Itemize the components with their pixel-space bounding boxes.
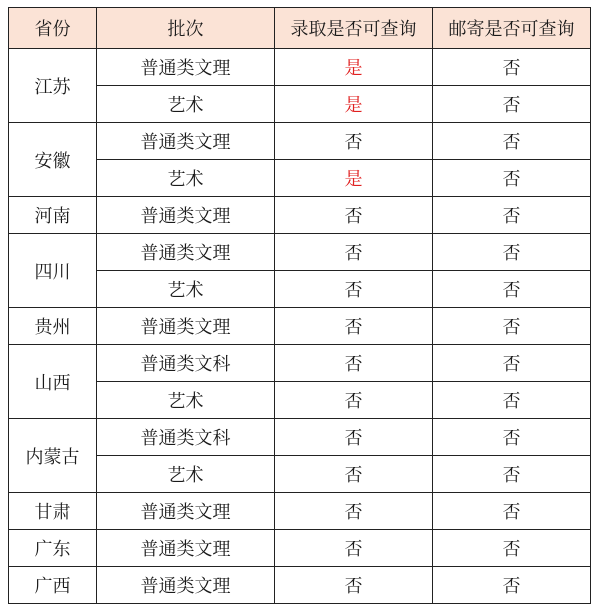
batch-cell: 普通类文理 xyxy=(97,234,275,271)
admission-query-table xyxy=(8,7,591,604)
table-row xyxy=(9,382,591,419)
admission-query-cell: 否 xyxy=(275,493,433,530)
batch-cell: 普通类文科 xyxy=(97,345,275,382)
table-container xyxy=(8,7,591,604)
admission-query-cell: 否 xyxy=(275,530,433,567)
province-cell: 山西 xyxy=(9,345,97,419)
mail-query-cell: 否 xyxy=(433,567,591,604)
admission-query-cell: 否 xyxy=(275,345,433,382)
batch-cell: 艺术 xyxy=(97,456,275,493)
header-batch: 批次 xyxy=(97,8,275,49)
admission-query-cell: 否 xyxy=(275,419,433,456)
header-mail-query: 邮寄是否可查询 xyxy=(433,8,591,49)
admission-query-cell: 否 xyxy=(275,234,433,271)
table-header-row xyxy=(9,8,591,49)
batch-cell: 普通类文理 xyxy=(97,308,275,345)
table-body xyxy=(9,49,591,604)
batch-cell: 艺术 xyxy=(97,160,275,197)
mail-query-cell: 否 xyxy=(433,308,591,345)
table-row xyxy=(9,567,591,604)
province-cell: 四川 xyxy=(9,234,97,308)
admission-query-cell: 否 xyxy=(275,197,433,234)
batch-cell: 艺术 xyxy=(97,382,275,419)
table-row xyxy=(9,123,591,160)
batch-cell: 普通类文理 xyxy=(97,493,275,530)
mail-query-cell: 否 xyxy=(433,271,591,308)
province-cell: 河南 xyxy=(9,197,97,234)
table-row xyxy=(9,234,591,271)
mail-query-cell: 否 xyxy=(433,123,591,160)
batch-cell: 艺术 xyxy=(97,271,275,308)
mail-query-cell: 否 xyxy=(433,160,591,197)
header-province: 省份 xyxy=(9,8,97,49)
mail-query-cell: 否 xyxy=(433,345,591,382)
batch-cell: 普通类文科 xyxy=(97,419,275,456)
batch-cell: 艺术 xyxy=(97,86,275,123)
province-cell: 贵州 xyxy=(9,308,97,345)
admission-query-cell: 否 xyxy=(275,567,433,604)
mail-query-cell: 否 xyxy=(433,493,591,530)
table-row xyxy=(9,530,591,567)
batch-cell: 普通类文理 xyxy=(97,567,275,604)
mail-query-cell: 否 xyxy=(433,234,591,271)
mail-query-cell: 否 xyxy=(433,86,591,123)
table-row xyxy=(9,419,591,456)
table-row xyxy=(9,308,591,345)
table-row xyxy=(9,345,591,382)
batch-cell: 普通类文理 xyxy=(97,123,275,160)
mail-query-cell: 否 xyxy=(433,530,591,567)
admission-query-cell: 否 xyxy=(275,271,433,308)
table-row xyxy=(9,86,591,123)
mail-query-cell: 否 xyxy=(433,49,591,86)
mail-query-cell: 否 xyxy=(433,419,591,456)
province-cell: 内蒙古 xyxy=(9,419,97,493)
batch-cell: 普通类文理 xyxy=(97,49,275,86)
table-row xyxy=(9,160,591,197)
table-row xyxy=(9,456,591,493)
mail-query-cell: 否 xyxy=(433,456,591,493)
admission-query-cell: 否 xyxy=(275,123,433,160)
table-row xyxy=(9,197,591,234)
province-cell: 江苏 xyxy=(9,49,97,123)
table-row xyxy=(9,271,591,308)
province-cell: 广西 xyxy=(9,567,97,604)
admission-query-cell: 是 xyxy=(275,49,433,86)
admission-query-cell: 是 xyxy=(275,160,433,197)
table-row xyxy=(9,493,591,530)
admission-query-cell: 否 xyxy=(275,308,433,345)
table-row xyxy=(9,49,591,86)
batch-cell: 普通类文理 xyxy=(97,197,275,234)
admission-query-cell: 否 xyxy=(275,382,433,419)
province-cell: 安徽 xyxy=(9,123,97,197)
admission-query-cell: 是 xyxy=(275,86,433,123)
mail-query-cell: 否 xyxy=(433,197,591,234)
batch-cell: 普通类文理 xyxy=(97,530,275,567)
header-admission-query: 录取是否可查询 xyxy=(275,8,433,49)
mail-query-cell: 否 xyxy=(433,382,591,419)
admission-query-cell: 否 xyxy=(275,456,433,493)
province-cell: 甘肃 xyxy=(9,493,97,530)
province-cell: 广东 xyxy=(9,530,97,567)
